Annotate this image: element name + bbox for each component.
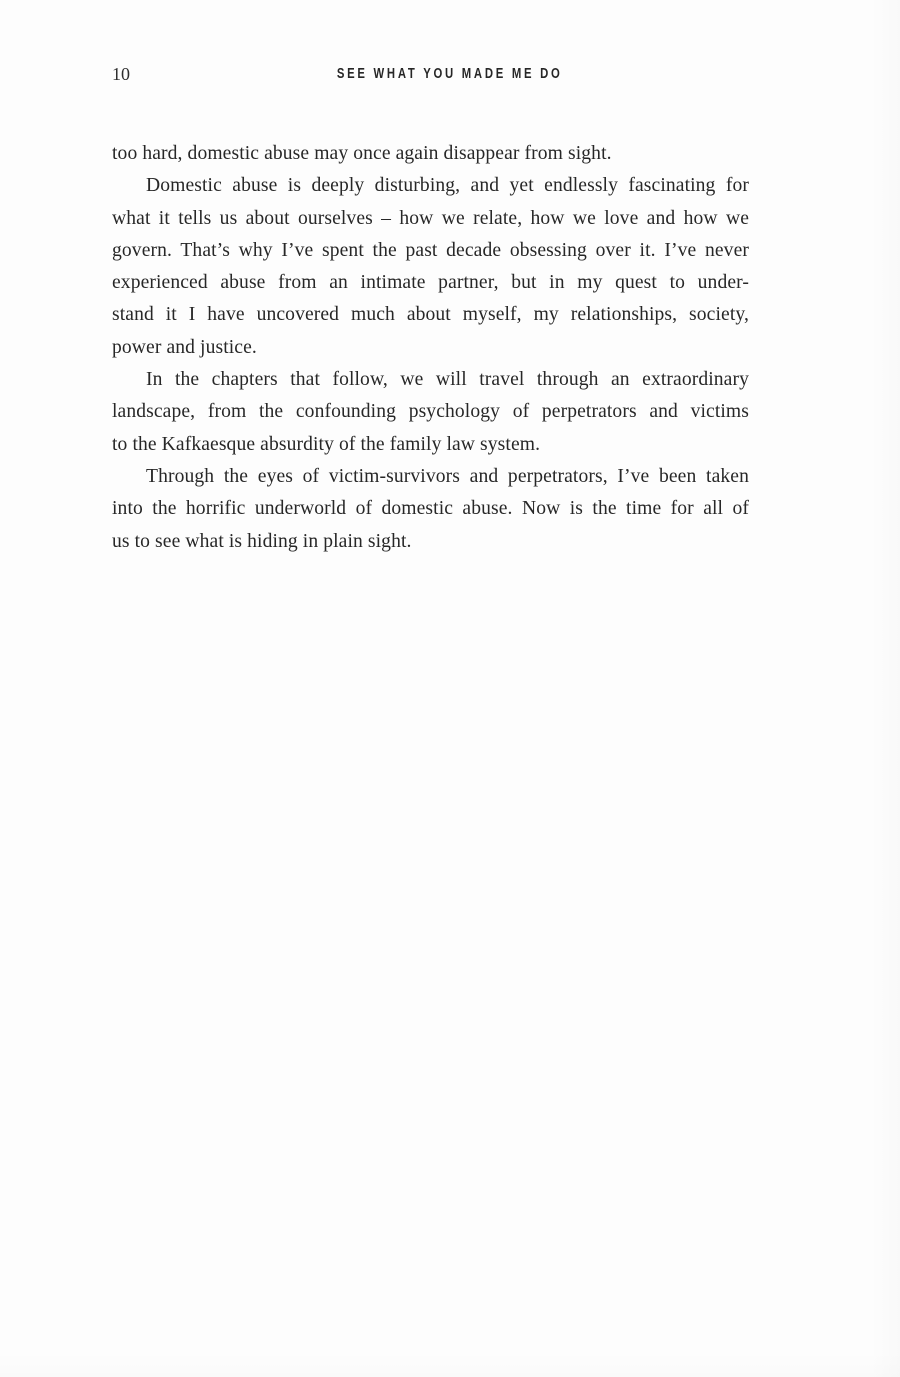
text-line: into the horrific underworld of domestic abuse. Now is the time for all of: [112, 498, 749, 520]
text-line: power and justice.: [112, 336, 257, 358]
text-line: what it tells us about ourselves – how we relate, how we love and how we: [112, 207, 749, 229]
text-line: govern. That’s why I’ve spent the past decade obsessing over it. I’ve never: [112, 239, 749, 261]
text-line: experienced abuse from an intimate partner, but in my quest to under-: [112, 272, 749, 294]
text-line: to the Kafkaesque absurdity of the family law system.: [112, 433, 541, 455]
text-block: [112, 138, 749, 558]
running-head: SEE WHAT YOU MADE ME DO: [337, 66, 563, 82]
text-line: Through the eyes of victim-survivors and perpetrators, I’ve been taken: [146, 465, 749, 487]
text-line: stand it I have uncovered much about myself, my relationships, society,: [112, 304, 749, 326]
text-line: too hard, domestic abuse may once again disappear from sight.: [112, 143, 612, 164]
page-header: [0, 63, 900, 87]
text-line: In the chapters that follow, we will travel through an extraordinary: [146, 369, 749, 391]
running-head-container: [0, 65, 900, 83]
page-number: 10: [112, 64, 130, 84]
text-line: us to see what is hiding in plain sight.: [112, 530, 412, 552]
text-line: landscape, from the confounding psychology of perpetrators and victims: [112, 401, 749, 423]
text-line: Domestic abuse is deeply disturbing, and yet endlessly fascinating for: [146, 175, 749, 197]
